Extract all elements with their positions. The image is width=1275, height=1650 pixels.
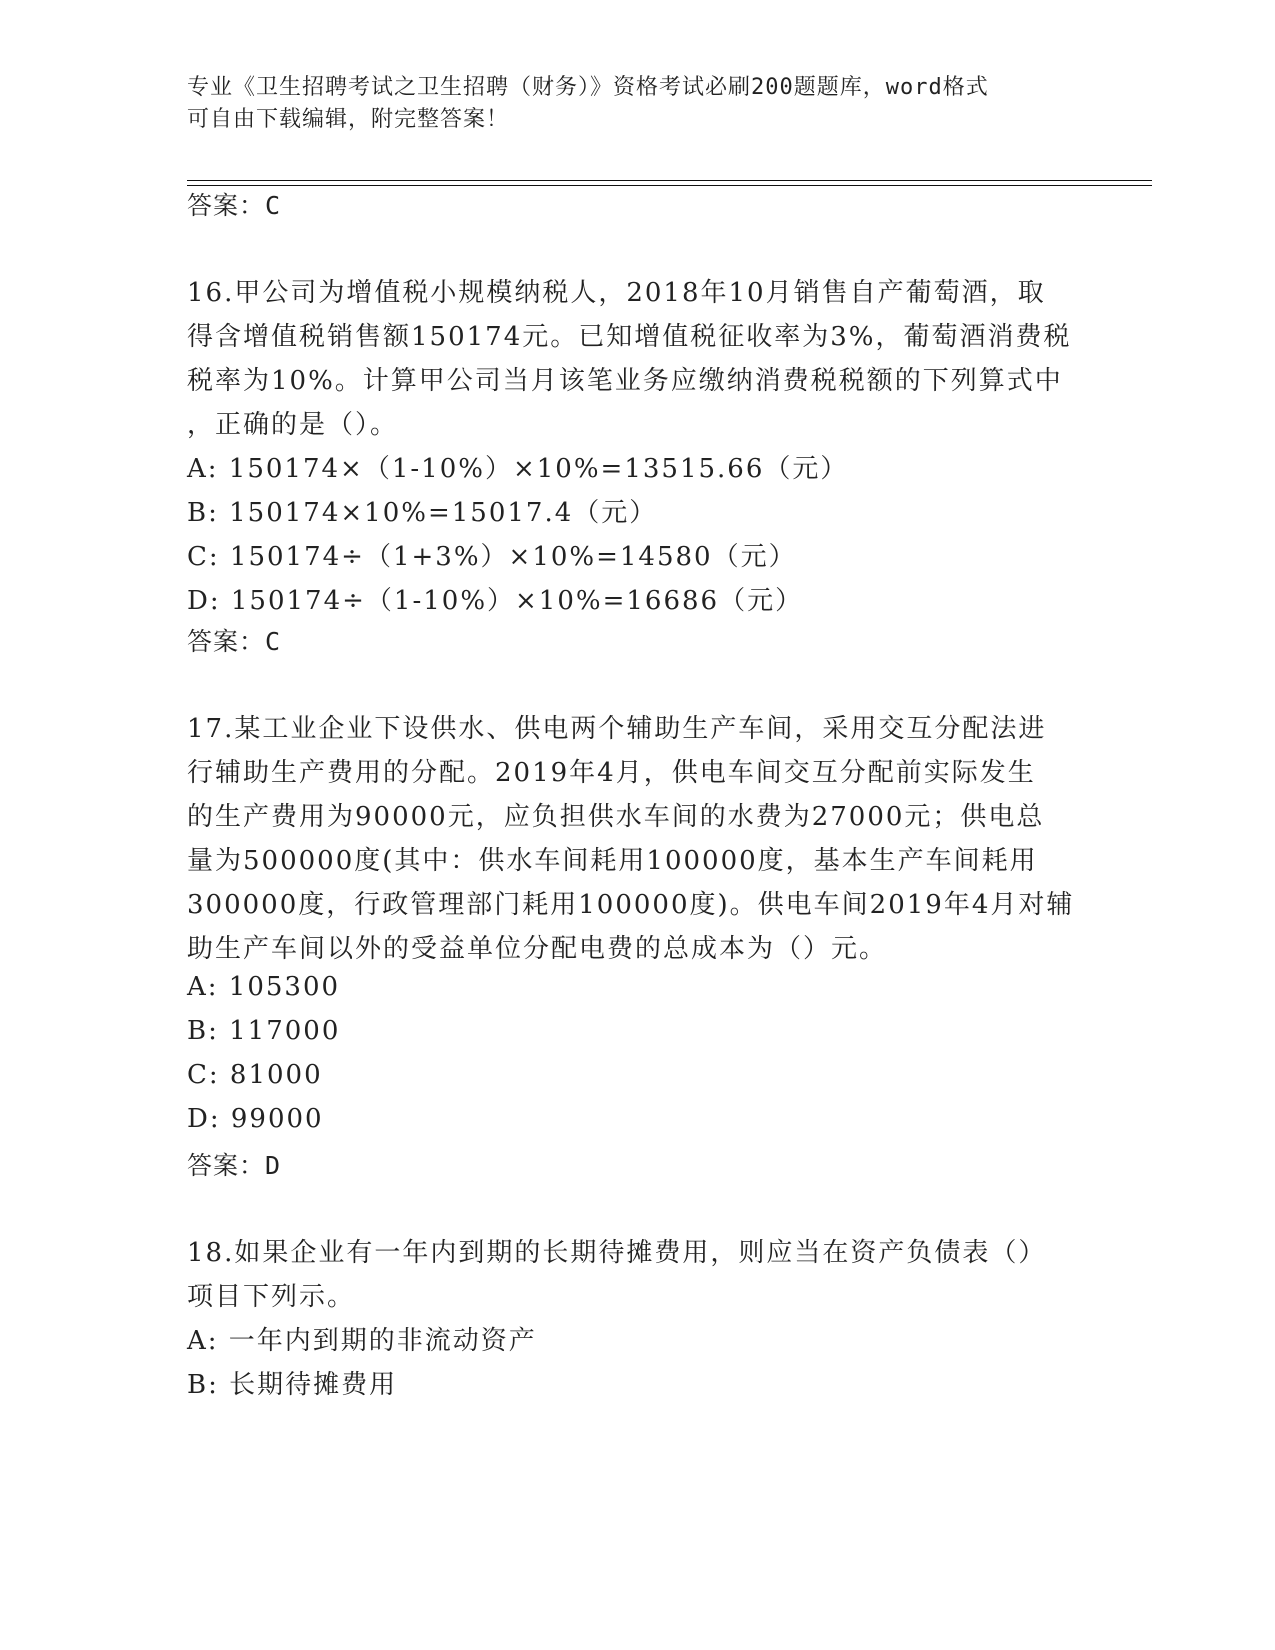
question-16-option-d: D: 150174÷（1-10%）×10%=16686（元） [187,586,804,616]
question-17-text-line: 17.某工业企业下设供水、供电两个辅助生产车间，采用交互分配法进 [187,714,1047,744]
question-17-text-line: 助生产车间以外的受益单位分配电费的总成本为（）元。 [187,934,888,964]
question-17-text-line: 的生产费用为90000元，应负担供水车间的水费为27000元；供电总 [187,802,1045,832]
question-18-text-line: 18.如果企业有一年内到期的长期待摊费用，则应当在资产负债表（） [187,1238,1047,1268]
previous-answer: 答案：C [187,191,282,220]
question-17-text-line: 300000度，行政管理部门耗用100000度)。供电车间2019年4月对辅 [187,890,1075,920]
question-17-option-a: A: 105300 [187,972,341,1002]
question-17-option-b: B: 117000 [187,1016,341,1046]
question-17-option-d: D: 99000 [187,1104,324,1134]
question-16-text-line: 税率为10%。计算甲公司当月该笔业务应缴纳消费税税额的下列算式中 [187,366,1063,396]
header-divider-top [187,180,1152,181]
question-16-text-line: 16.甲公司为增值税小规模纳税人，2018年10月销售自产葡萄酒，取 [187,278,1046,308]
question-18-text-line: 项目下列示。 [187,1282,356,1312]
document-header [187,72,1067,136]
question-17-text-line: 量为500000度(其中：供水车间耗用100000度，基本生产车间耗用 [187,846,1038,876]
header-divider-bottom [187,185,1152,186]
question-17-text-line: 行辅助生产费用的分配。2019年4月，供电车间交互分配前实际发生 [187,758,1036,788]
question-18-option-b: B: 长期待摊费用 [187,1370,398,1400]
question-16-text-line: 得含增值税销售额150174元。已知增值税征收率为3%，葡萄酒消费税 [187,322,1072,352]
header-line-1: 专业《卫生招聘考试之卫生招聘（财务）》资格考试必刷200题题库，word格式 [187,75,989,100]
question-18-option-a: A: 一年内到期的非流动资产 [187,1326,537,1356]
header-line-2: 可自由下载编辑，附完整答案！ [187,107,510,132]
question-16-answer: 答案：C [187,627,282,656]
question-16-option-c: C: 150174÷（1+3%）×10%=14580（元） [187,542,797,572]
question-17-option-c: C: 81000 [187,1060,323,1090]
question-16-text-line: ，正确的是（）。 [187,410,399,440]
question-16-option-a: A: 150174×（1-10%）×10%=13515.66（元） [187,454,849,484]
question-17-answer: 答案：D [187,1151,282,1180]
question-16-option-b: B: 150174×10%=15017.4（元） [187,498,658,528]
